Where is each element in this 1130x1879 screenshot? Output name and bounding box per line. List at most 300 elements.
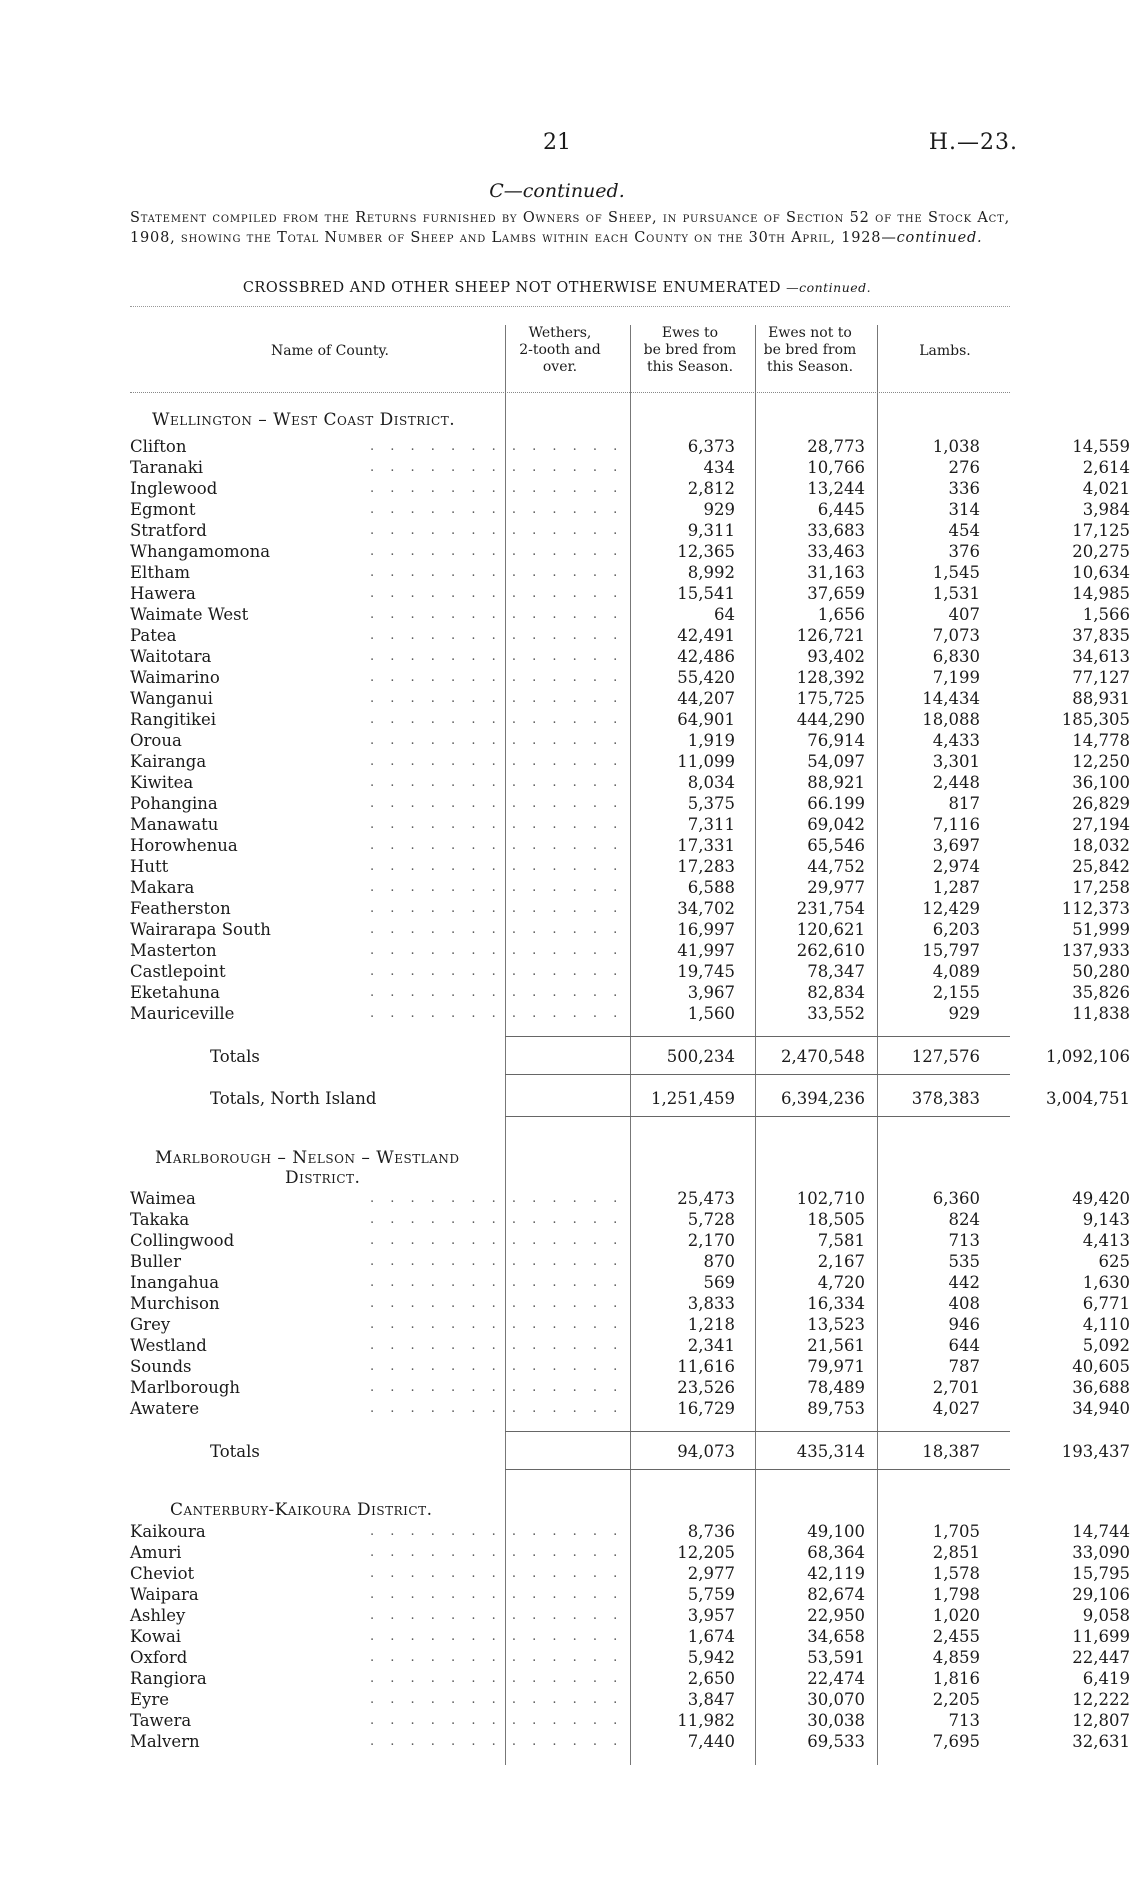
table-row (130, 667, 1130, 688)
table-row (130, 940, 1130, 961)
wethers-value: 94,073 (677, 1442, 735, 1461)
county-name: Wanganui (130, 689, 213, 708)
ewes-not-bred-value: 1,798 (932, 1585, 980, 1604)
county-name: Oroua (130, 731, 182, 750)
ewes-not-bred-value: 18,387 (922, 1442, 980, 1461)
county-name: Buller (130, 1252, 181, 1271)
ewes-bred-value: 13,244 (807, 479, 865, 498)
table-row (130, 877, 1130, 898)
county-name: Cheviot (130, 1564, 195, 1583)
ewes-bred-value: 435,314 (796, 1442, 865, 1461)
county-name: Ashley (130, 1606, 186, 1625)
ewes-bred-value: 10,766 (807, 458, 865, 477)
ewes-not-bred-value: 1,578 (932, 1564, 980, 1583)
leader-dots: . . . . . . . . . . . . . (370, 1545, 624, 1560)
county-name: Sounds (130, 1357, 192, 1376)
ewes-bred-value: 102,710 (796, 1189, 865, 1208)
table-row (130, 1003, 1130, 1024)
continued-heading: C—continued. (489, 180, 625, 202)
lambs-value: 36,688 (1072, 1378, 1130, 1397)
statement-heading: Statement compiled from the Returns furnished by Owners of Sheep, in pursuance of Section 52 of the Stock Act, 1908, showing the Total Number of Sheep and Lambs within each County on the 30th April, 1928—continued. (130, 210, 1010, 246)
wethers-value: 12,365 (677, 542, 735, 561)
county-name: Oxford (130, 1648, 188, 1667)
table-row (130, 1398, 1130, 1419)
leader-dots: . . . . . . . . . . . . . (370, 1650, 624, 1665)
county-name: Wairarapa South (130, 920, 271, 939)
county-name: Totals, North Island (210, 1089, 377, 1108)
table-row (130, 1563, 1130, 1584)
ewes-bred-value: 69,533 (807, 1732, 865, 1751)
wethers-value: 17,283 (677, 857, 735, 876)
lambs-value: 50,280 (1072, 962, 1130, 981)
county-name: Manawatu (130, 815, 219, 834)
leader-dots: . . . . . . . . . . . . . (370, 1233, 624, 1248)
totals-row (130, 1046, 1130, 1067)
table-row (130, 520, 1130, 541)
table-row (130, 1188, 1130, 1209)
ewes-bred-value: 33,552 (807, 1004, 865, 1023)
ewes-not-bred-value: 442 (948, 1273, 980, 1292)
county-name: Kowai (130, 1627, 182, 1646)
lambs-value: 12,807 (1072, 1711, 1130, 1730)
county-name: Clifton (130, 437, 187, 456)
county-name: Kaikoura (130, 1522, 206, 1541)
ewes-not-bred-value: 824 (948, 1210, 980, 1229)
ewes-bred-value: 262,610 (796, 941, 865, 960)
lambs-value: 15,795 (1072, 1564, 1130, 1583)
wethers-value: 8,736 (687, 1522, 735, 1541)
leader-dots: . . . . . . . . . . . . . (370, 607, 624, 622)
table-row (130, 751, 1130, 772)
ewes-not-bred-value: 6,830 (932, 647, 980, 666)
wethers-value: 3,957 (687, 1606, 735, 1625)
table-row (130, 646, 1130, 667)
leader-dots: . . . . . . . . . . . . . (370, 502, 624, 517)
ewes-bred-value: 31,163 (807, 563, 865, 582)
ewes-bred-value: 4,720 (817, 1273, 865, 1292)
lambs-value: 9,143 (1082, 1210, 1130, 1229)
lambs-value: 11,838 (1072, 1004, 1130, 1023)
ewes-bred-value: 30,070 (807, 1690, 865, 1709)
county-name: Waipara (130, 1585, 199, 1604)
ewes-bred-value: 68,364 (807, 1543, 865, 1562)
ewes-not-bred-value: 4,859 (932, 1648, 980, 1667)
ewes-not-bred-value: 787 (948, 1357, 980, 1376)
ewes-not-bred-value: 2,974 (932, 857, 980, 876)
table-row (130, 1731, 1130, 1752)
county-name: Inglewood (130, 479, 218, 498)
ewes-bred-value: 82,834 (807, 983, 865, 1002)
section-title: Canterbury-Kaikoura District. (170, 1500, 433, 1520)
section-title: Marlborough – Nelson – Westland (155, 1148, 460, 1168)
ewes-not-bred-value: 15,797 (922, 941, 980, 960)
county-name: Eketahuna (130, 983, 220, 1002)
table-row (130, 436, 1130, 457)
ewes-not-bred-value: 644 (948, 1336, 980, 1355)
county-name: Marlborough (130, 1378, 241, 1397)
county-name: Inangahua (130, 1273, 220, 1292)
ewes-not-bred-value: 929 (948, 1004, 980, 1023)
county-name: Malvern (130, 1732, 200, 1751)
lambs-value: 35,826 (1072, 983, 1130, 1002)
leader-dots: . . . . . . . . . . . . . (370, 649, 624, 664)
county-name: Westland (130, 1336, 207, 1355)
leader-dots: . . . . . . . . . . . . . (370, 964, 624, 979)
ewes-bred-value: 1,656 (817, 605, 865, 624)
lambs-value: 12,250 (1072, 752, 1130, 771)
ewes-not-bred-value: 407 (948, 605, 980, 624)
ewes-not-bred-value: 376 (948, 542, 980, 561)
wethers-value: 929 (703, 500, 735, 519)
lambs-value: 14,744 (1072, 1522, 1130, 1541)
ewes-bred-value: 42,119 (807, 1564, 865, 1583)
leader-dots: . . . . . . . . . . . . . (370, 460, 624, 475)
leader-dots: . . . . . . . . . . . . . (370, 880, 624, 895)
ewes-not-bred-value: 1,020 (932, 1606, 980, 1625)
leader-dots: . . . . . . . . . . . . . (370, 586, 624, 601)
lambs-value: 22,447 (1072, 1648, 1130, 1667)
table-row (130, 1689, 1130, 1710)
ewes-bred-value: 2,167 (817, 1252, 865, 1271)
lambs-value: 25,842 (1072, 857, 1130, 876)
leader-dots: . . . . . . . . . . . . . (370, 754, 624, 769)
ewes-bred-value: 175,725 (796, 689, 865, 708)
ewes-bred-value: 22,950 (807, 1606, 865, 1625)
wethers-value: 5,375 (687, 794, 735, 813)
wethers-value: 7,440 (687, 1732, 735, 1751)
wethers-value: 64 (714, 605, 735, 624)
table-row (130, 1521, 1130, 1542)
county-name: Kiwitea (130, 773, 194, 792)
ewes-bred-value: 79,971 (807, 1357, 865, 1376)
lambs-value: 14,985 (1072, 584, 1130, 603)
leader-dots: . . . . . . . . . . . . . (370, 565, 624, 580)
ewes-not-bred-value: 6,203 (932, 920, 980, 939)
table-row (130, 919, 1130, 940)
lambs-value: 11,699 (1072, 1627, 1130, 1646)
lambs-value: 14,778 (1072, 731, 1130, 750)
table-row (130, 583, 1130, 604)
lambs-value: 33,090 (1072, 1543, 1130, 1562)
table-row (130, 688, 1130, 709)
wethers-value: 870 (703, 1252, 735, 1271)
lambs-value: 34,613 (1072, 647, 1130, 666)
leader-dots: . . . . . . . . . . . . . (370, 838, 624, 853)
leader-dots: . . . . . . . . . . . . . (370, 901, 624, 916)
island-totals-row (130, 1088, 1130, 1109)
ewes-bred-value: 22,474 (807, 1669, 865, 1688)
ewes-not-bred-value: 314 (948, 500, 980, 519)
table-row (130, 604, 1130, 625)
lambs-value: 4,021 (1082, 479, 1130, 498)
table-rule (505, 1431, 1010, 1432)
leader-dots: . . . . . . . . . . . . . (370, 523, 624, 538)
county-name: Totals (210, 1047, 260, 1066)
leader-dots: . . . . . . . . . . . . . (370, 985, 624, 1000)
wethers-value: 1,674 (687, 1627, 735, 1646)
ewes-not-bred-value: 4,089 (932, 962, 980, 981)
county-name: Rangitikei (130, 710, 217, 729)
section-title: Wellington – West Coast District. (152, 410, 456, 430)
ewes-bred-value: 76,914 (807, 731, 865, 750)
county-name: Grey (130, 1315, 171, 1334)
wethers-value: 2,812 (687, 479, 735, 498)
wethers-value: 2,341 (687, 1336, 735, 1355)
wethers-value: 2,170 (687, 1231, 735, 1250)
county-name: Kairanga (130, 752, 207, 771)
wethers-value: 19,745 (677, 962, 735, 981)
ewes-bred-value: 33,463 (807, 542, 865, 561)
ewes-bred-value: 49,100 (807, 1522, 865, 1541)
lambs-value: 193,437 (1061, 1442, 1130, 1461)
lambs-value: 4,110 (1082, 1315, 1130, 1334)
wethers-value: 6,588 (687, 878, 735, 897)
county-name: Eltham (130, 563, 191, 582)
table-row (130, 499, 1130, 520)
ewes-not-bred-value: 378,383 (911, 1089, 980, 1108)
leader-dots: . . . . . . . . . . . . . (370, 1713, 624, 1728)
ewes-bred-value: 13,523 (807, 1315, 865, 1334)
table-row (130, 1377, 1130, 1398)
wethers-value: 42,491 (677, 626, 735, 645)
leader-dots: . . . . . . . . . . . . . (370, 859, 624, 874)
leader-dots: . . . . . . . . . . . . . (370, 439, 624, 454)
ewes-bred-value: 6,445 (817, 500, 865, 519)
ewes-bred-value: 18,505 (807, 1210, 865, 1229)
table-row (130, 898, 1130, 919)
leader-dots: . . . . . . . . . . . . . (370, 1296, 624, 1311)
wethers-value: 5,728 (687, 1210, 735, 1229)
ewes-not-bred-value: 3,697 (932, 836, 980, 855)
wethers-value: 7,311 (687, 815, 735, 834)
county-name: Taranaki (130, 458, 204, 477)
table-row (130, 1251, 1130, 1272)
lambs-value: 20,275 (1072, 542, 1130, 561)
ewes-not-bred-value: 6,360 (932, 1189, 980, 1208)
ewes-bred-value: 54,097 (807, 752, 865, 771)
leader-dots: . . . . . . . . . . . . . (370, 1692, 624, 1707)
ewes-not-bred-value: 3,301 (932, 752, 980, 771)
ewes-not-bred-value: 1,038 (932, 437, 980, 456)
leader-dots: . . . . . . . . . . . . . (370, 922, 624, 937)
wethers-value: 9,311 (687, 521, 735, 540)
county-name: Totals (210, 1442, 260, 1461)
totals-row (130, 1441, 1130, 1462)
table-row (130, 457, 1130, 478)
wethers-value: 3,847 (687, 1690, 735, 1709)
lambs-value: 51,999 (1072, 920, 1130, 939)
leader-dots: . . . . . . . . . . . . . (370, 943, 624, 958)
ewes-bred-value: 2,470,548 (781, 1047, 865, 1066)
wethers-value: 1,560 (687, 1004, 735, 1023)
county-name: Collingwood (130, 1231, 235, 1250)
lambs-value: 6,771 (1082, 1294, 1130, 1313)
table-row (130, 1542, 1130, 1563)
county-name: Masterton (130, 941, 217, 960)
table-row (130, 961, 1130, 982)
lambs-value: 137,933 (1061, 941, 1130, 960)
lambs-value: 37,835 (1072, 626, 1130, 645)
wethers-value: 1,251,459 (651, 1089, 735, 1108)
county-name: Patea (130, 626, 177, 645)
ewes-not-bred-value: 2,205 (932, 1690, 980, 1709)
leader-dots: . . . . . . . . . . . . . (370, 1566, 624, 1581)
ewes-not-bred-value: 336 (948, 479, 980, 498)
ewes-bred-value: 28,773 (807, 437, 865, 456)
ewes-not-bred-value: 1,287 (932, 878, 980, 897)
lambs-value: 5,092 (1082, 1336, 1130, 1355)
wethers-value: 500,234 (666, 1047, 735, 1066)
ewes-not-bred-value: 276 (948, 458, 980, 477)
lambs-value: 3,004,751 (1046, 1089, 1130, 1108)
lambs-value: 14,559 (1072, 437, 1130, 456)
page-number: 21 (543, 130, 571, 155)
table-row (130, 1356, 1130, 1377)
lambs-value: 17,258 (1072, 878, 1130, 897)
table-row (130, 1584, 1130, 1605)
ewes-bred-value: 126,721 (796, 626, 865, 645)
ewes-bred-value: 93,402 (807, 647, 865, 666)
ewes-not-bred-value: 7,073 (932, 626, 980, 645)
header-bottom-rule (130, 392, 1010, 393)
table-row (130, 625, 1130, 646)
ewes-not-bred-value: 2,448 (932, 773, 980, 792)
table-row (130, 1293, 1130, 1314)
ewes-not-bred-value: 12,429 (922, 899, 980, 918)
table-rule (505, 1116, 1010, 1117)
table-rule (505, 1074, 1010, 1075)
section-title-line2: District. (285, 1168, 361, 1188)
wethers-value: 34,702 (677, 899, 735, 918)
table-row (130, 1647, 1130, 1668)
table-row (130, 1710, 1130, 1731)
leader-dots: . . . . . . . . . . . . . (370, 1380, 624, 1395)
ewes-bred-value: 21,561 (807, 1336, 865, 1355)
wethers-value: 23,526 (677, 1378, 735, 1397)
leader-dots: . . . . . . . . . . . . . (370, 1587, 624, 1602)
table-row (130, 1230, 1130, 1251)
leader-dots: . . . . . . . . . . . . . (370, 1608, 624, 1623)
ewes-bred-value: 120,621 (796, 920, 865, 939)
leader-dots: . . . . . . . . . . . . . (370, 733, 624, 748)
wethers-value: 5,942 (687, 1648, 735, 1667)
ewes-not-bred-value: 7,199 (932, 668, 980, 687)
county-name: Stratford (130, 521, 207, 540)
ewes-bred-value: 444,290 (796, 710, 865, 729)
leader-dots: . . . . . . . . . . . . . (370, 796, 624, 811)
ewes-bred-value: 78,489 (807, 1378, 865, 1397)
leader-dots: . . . . . . . . . . . . . (370, 544, 624, 559)
leader-dots: . . . . . . . . . . . . . (370, 1734, 624, 1749)
lambs-value: 77,127 (1072, 668, 1130, 687)
leader-dots: . . . . . . . . . . . . . (370, 1191, 624, 1206)
wethers-value: 44,207 (677, 689, 735, 708)
ewes-bred-value: 29,977 (807, 878, 865, 897)
ewes-not-bred-value: 1,545 (932, 563, 980, 582)
lambs-value: 88,931 (1072, 689, 1130, 708)
wethers-value: 17,331 (677, 836, 735, 855)
county-name: Waimate West (130, 605, 249, 624)
ewes-not-bred-value: 2,155 (932, 983, 980, 1002)
ewes-bred-value: 78,347 (807, 962, 865, 981)
county-name: Tawera (130, 1711, 192, 1730)
table-subheading: CROSSBRED AND OTHER SHEEP NOT OTHERWISE ENUMERATED —continued. (242, 280, 872, 296)
table-row (130, 982, 1130, 1003)
county-name: Murchison (130, 1294, 220, 1313)
wethers-value: 2,650 (687, 1669, 735, 1688)
ewes-not-bred-value: 14,434 (922, 689, 980, 708)
lambs-value: 18,032 (1072, 836, 1130, 855)
leader-dots: . . . . . . . . . . . . . (370, 481, 624, 496)
wethers-value: 41,997 (677, 941, 735, 960)
table-rule (505, 1469, 1010, 1470)
table-row (130, 835, 1130, 856)
lambs-value: 1,566 (1082, 605, 1130, 624)
lambs-value: 185,305 (1061, 710, 1130, 729)
ewes-not-bred-value: 4,027 (932, 1399, 980, 1418)
wethers-value: 11,982 (677, 1711, 735, 1730)
lambs-value: 32,631 (1072, 1732, 1130, 1751)
lambs-value: 27,194 (1072, 815, 1130, 834)
table-row (130, 541, 1130, 562)
lambs-value: 29,106 (1072, 1585, 1130, 1604)
wethers-value: 16,997 (677, 920, 735, 939)
leader-dots: . . . . . . . . . . . . . (370, 712, 624, 727)
lambs-value: 17,125 (1072, 521, 1130, 540)
lambs-value: 1,630 (1082, 1273, 1130, 1292)
ewes-bred-value: 82,674 (807, 1585, 865, 1604)
lambs-value: 36,100 (1072, 773, 1130, 792)
county-name: Horowhenua (130, 836, 238, 855)
table-row (130, 1335, 1130, 1356)
lambs-value: 10,634 (1072, 563, 1130, 582)
lambs-value: 12,222 (1072, 1690, 1130, 1709)
ewes-bred-value: 89,753 (807, 1399, 865, 1418)
table-row (130, 709, 1130, 730)
leader-dots: . . . . . . . . . . . . . (370, 1338, 624, 1353)
ewes-not-bred-value: 1,531 (932, 584, 980, 603)
lambs-value: 49,420 (1072, 1189, 1130, 1208)
ewes-not-bred-value: 1,816 (932, 1669, 980, 1688)
ewes-bred-value: 7,581 (817, 1231, 865, 1250)
leader-dots: . . . . . . . . . . . . . (370, 1401, 624, 1416)
col-header-lambs: Lambs. (919, 343, 971, 359)
ewes-not-bred-value: 454 (948, 521, 980, 540)
lambs-value: 1,092,106 (1046, 1047, 1130, 1066)
ewes-not-bred-value: 4,433 (932, 731, 980, 750)
ewes-bred-value: 69,042 (807, 815, 865, 834)
ewes-not-bred-value: 18,088 (922, 710, 980, 729)
ewes-not-bred-value: 817 (948, 794, 980, 813)
county-name: Featherston (130, 899, 231, 918)
table-row (130, 1605, 1130, 1626)
ewes-bred-value: 33,683 (807, 521, 865, 540)
lambs-value: 4,413 (1082, 1231, 1130, 1250)
leader-dots: . . . . . . . . . . . . . (370, 817, 624, 832)
leader-dots: . . . . . . . . . . . . . (370, 1212, 624, 1227)
ewes-bred-value: 16,334 (807, 1294, 865, 1313)
table-row (130, 730, 1130, 751)
ewes-bred-value: 128,392 (796, 668, 865, 687)
ewes-bred-value: 231,754 (796, 899, 865, 918)
lambs-value: 625 (1098, 1252, 1130, 1271)
county-name: Awatere (130, 1399, 200, 1418)
ewes-not-bred-value: 127,576 (911, 1047, 980, 1066)
ewes-bred-value: 34,658 (807, 1627, 865, 1646)
lambs-value: 26,829 (1072, 794, 1130, 813)
county-name: Hawera (130, 584, 196, 603)
wethers-value: 15,541 (677, 584, 735, 603)
